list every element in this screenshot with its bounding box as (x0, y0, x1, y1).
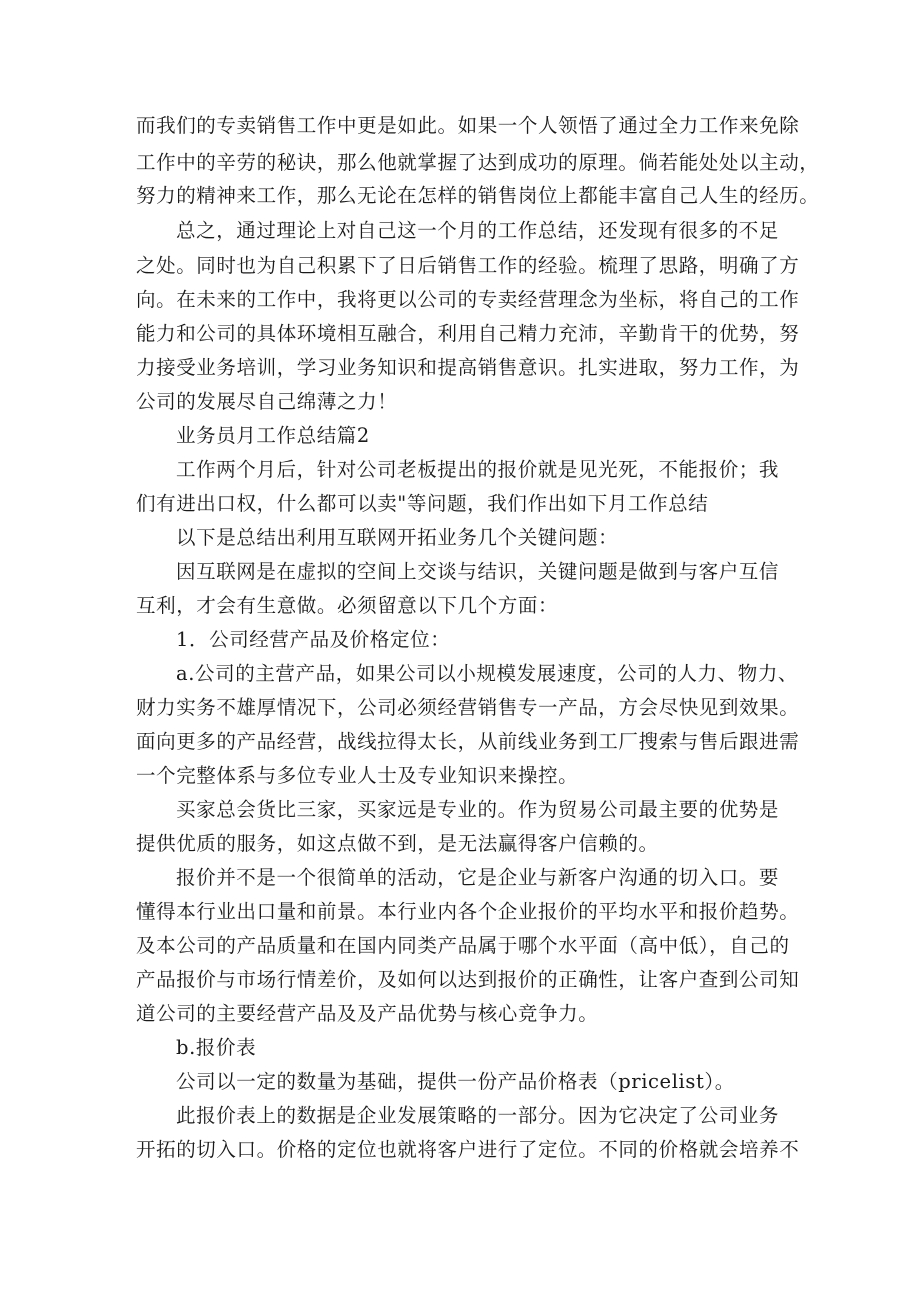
text-line: 努力的精神来工作，那么无论在怎样的销售岗位上都能丰富自己人生的经历。 (136, 184, 820, 207)
numbered-heading: 1．公司经营产品及价格定位： (176, 628, 451, 651)
text-line: 买家总会货比三家，买家远是专业的。作为贸易公司最主要的优势是 (176, 798, 780, 821)
text-line: 因互联网是在虚拟的空间上交谈与结识，关键问题是做到与客户互信 (176, 560, 780, 583)
text-line: 开拓的切入口。价格的定位也就将客户进行了定位。不同的价格就会培养不 (136, 1138, 800, 1161)
text-line: 此报价表上的数据是企业发展策略的一部分。因为它决定了公司业务 (176, 1104, 780, 1127)
text-line: 之处。同时也为自己积累下了日后销售工作的经验。梳理了思路，明确了方 (136, 254, 800, 277)
text-line: 一个完整体系与多位专业人士及专业知识来操控。 (136, 764, 579, 787)
text-line: 总之，通过理论上对自己这一个月的工作总结，还发现有很多的不足 (176, 219, 780, 242)
text-line: 道公司的主要经营产品及及产品优势与核心竞争力。 (136, 1002, 599, 1025)
text-line: 公司的发展尽自己绵薄之力！ (136, 390, 398, 413)
text-line: 懂得本行业出口量和前景。本行业内各个企业报价的平均水平和报价趋势。 (136, 900, 800, 923)
text-line: 及本公司的产品质量和在国内同类产品属于哪个水平面（高中低），自己的 (136, 934, 790, 957)
text-line: 工作两个月后，针对公司老板提出的报价就是见光死，不能报价；我 (176, 458, 780, 481)
text-line: 们有进出口权，什么都可以卖"等问题，我们作出如下月工作总结 (136, 492, 709, 515)
text-line: 报价并不是一个很简单的活动，它是企业与新客户沟通的切入口。要 (176, 866, 780, 889)
text-line: 向。在未来的工作中，我将更以公司的专卖经营理念为坐标，将自己的工作 (136, 288, 800, 311)
text-line: 面向更多的产品经营，战线拉得太长，从前线业务到工厂搜索与售后跟进需 (136, 730, 800, 753)
text-line: 公司以一定的数量为基础，提供一份产品价格表（pricelist）。 (176, 1070, 735, 1093)
text-line: 提供优质的服务，如这点做不到，是无法赢得客户信赖的。 (136, 832, 659, 855)
text-line: 互利，才会有生意做。必须留意以下几个方面： (136, 594, 559, 617)
section-heading: 业务员月工作总结篇2 (176, 424, 370, 447)
text-line: 以下是总结出利用互联网开拓业务几个关键问题： (176, 526, 619, 549)
text-line: 财力实务不雄厚情况下，公司必须经营销售专一产品，方会尽快见到效果。 (136, 696, 800, 719)
text-line: 而我们的专卖销售工作中更是如此。如果一个人领悟了通过全力工作来免除 (136, 114, 800, 137)
text-line: 能力和公司的具体环境相互融合，利用自己精力充沛，辛勤肯干的优势，努 (136, 322, 800, 345)
sub-heading: b.报价表 (176, 1036, 257, 1059)
text-line: 力接受业务培训，学习业务知识和提高销售意识。扎实进取，努力工作，为 (136, 356, 800, 379)
text-line: a.公司的主营产品，如果公司以小规模发展速度，公司的人力、物力、 (176, 662, 799, 685)
text-line: 产品报价与市场行情差价，及如何以达到报价的正确性，让客户查到公司知 (136, 968, 800, 991)
text-line: 工作中的辛劳的秘诀，那么他就掌握了达到成功的原理。倘若能处处以主动， (136, 151, 820, 174)
